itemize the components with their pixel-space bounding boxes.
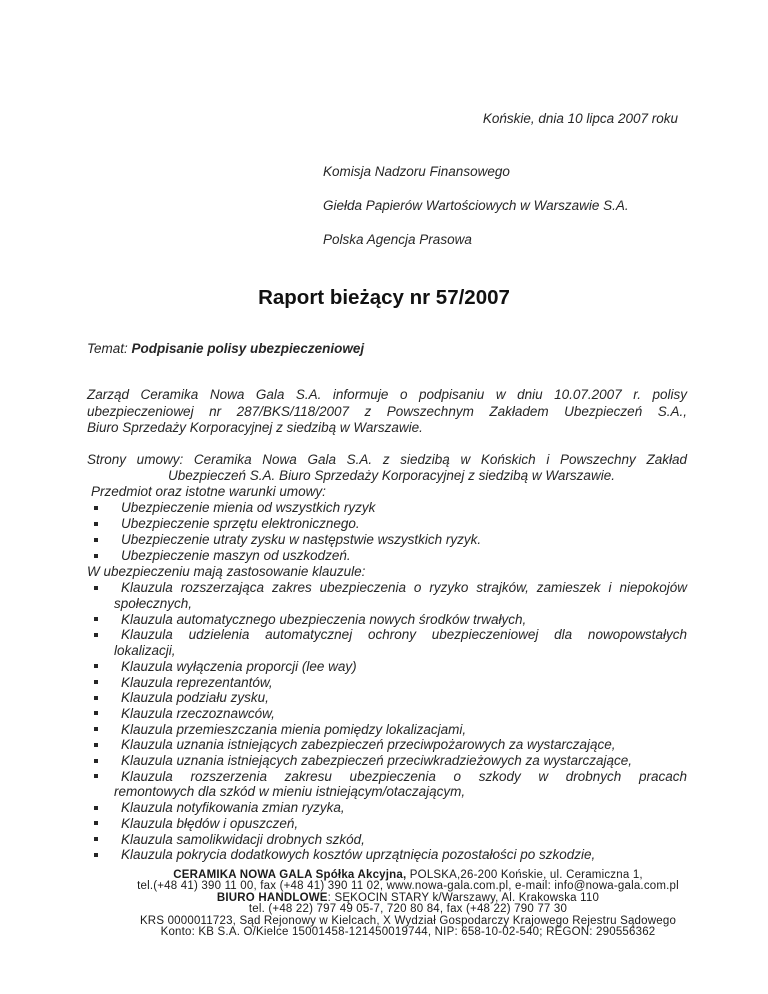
footer-line-registry: KRS 0000011723, Sąd Rejonowy w Kielcach, X Wydział Gospodarczy Krajowego Rejestru Sądowego [139,914,677,927]
list-item [114,847,687,863]
parties-line: Ubezpieczeń S.A. Biuro Sprzedaży Korporacyjnej z siedzibą w Warszawie. [168,468,615,483]
bullet-square-icon [94,727,98,731]
subject-line [87,341,687,358]
clause-item-text: Klauzula uznania istniejących zabezpieczeń przeciwpożarowych za wystarczające, [121,737,616,753]
list-item [114,532,687,548]
clause-item-text: Klauzula samolikwidacji drobnych szkód, [121,831,365,847]
list-item [114,612,687,628]
intro-paragraph [87,387,687,437]
subject-label: Temat: [87,341,132,356]
clause-item-text: Klauzula notyfikowania zmian ryzyka, [121,800,345,816]
clause-item-text: remontowych dla szkód w mieniu istniejącym/otaczającym, [114,784,466,800]
bullet-square-icon [94,837,98,841]
clause-item-text: Klauzula błędów i opuszczeń, [121,815,299,831]
list-item [114,816,687,832]
scope-heading: Przedmiot oraz istotne warunki umowy: [91,484,326,499]
footer-line-office: BIURO HANDLOWE: SĘKOCIN STARY k/Warszawy, Al. Krakowska 110 [216,891,600,904]
bullet-square-icon [94,774,98,778]
list-item [114,737,687,753]
company-footer [48,870,768,938]
clause-item-text: Klauzula automatycznego ubezpieczenia nowych środków trwałych, [121,611,527,627]
clause-item-text: Klauzula rozszerzenia zakresu ubezpieczenia o szkody w drobnych pracach [121,768,687,784]
clause-item-text: Klauzula pokrycia dodatkowych kosztów uprzątnięcia pozostałości po szkodzie, [121,847,596,863]
bullet-square-icon [94,696,98,700]
clause-item-text: Klauzula reprezentantów, [121,674,273,690]
recipient-line: Giełda Papierów Wartościowych w Warszawie S.A. [323,198,629,213]
clause-item-text: Klauzula wyłączenia proporcji (lee way) [121,658,357,674]
recipient-line: Komisja Nadzoru Finansowego [323,164,510,179]
clause-item-text: Klauzula rzeczoznawców, [121,705,275,721]
clause-item-text: Klauzula uznania istniejących zabezpieczeń przeciwkradzieżowych za wystarczające, [121,753,632,769]
bullet-square-icon [94,759,98,763]
footer-line-account: Konto: KB S.A. O/Kielce 15001458-121450019744, NIP: 658-10-02-540; REGON: 290556362 [160,926,656,939]
bullet-square-icon [94,506,98,510]
list-item [114,706,687,722]
list-item [114,675,687,691]
terms-and-clauses-block [87,484,687,863]
footer-line-office-phones: tel. (+48 22) 797 49 05-7, 720 80 84, fax (+48 22) 790 77 30 [248,903,568,916]
clause-item-text: lokalizacji, [114,643,176,659]
parties-line: Strony umowy: Ceramika Nowa Gala S.A. z siedzibą w Końskich i Powszechny Zakład [87,452,687,467]
report-title: Raport bieżący nr 57/2007 [258,286,510,309]
list-item [114,548,687,564]
bullet-square-icon [94,821,98,825]
bullet-square-icon [94,633,98,637]
list-item [114,627,687,658]
clause-list [87,580,687,863]
bullet-square-icon [94,554,98,558]
list-item [114,690,687,706]
footer-line-company: CERAMIKA NOWA GALA Spółka Akcyjna, POLSKA,26-200 Końskie, ul. Ceramiczna 1, [173,869,643,881]
bullet-square-icon [94,538,98,542]
bullet-square-icon [94,711,98,715]
bullet-square-icon [94,853,98,857]
clause-item-text: Klauzula przemieszczania mienia pomiędzy lokalizacjami, [121,721,467,737]
scope-item-text: Ubezpieczenie maszyn od uszkodzeń. [121,548,351,564]
clause-item-text: Klauzula udzielenia automatycznej ochrony ubezpieczeniowej dla nowopowstałych [121,627,687,643]
list-item [114,516,687,532]
list-item [114,753,687,769]
intro-line: Biuro Sprzedaży Korporacyjnej z siedzibą w Warszawie. [87,420,423,435]
list-item [114,832,687,848]
intro-line: Zarząd Ceramika Nowa Gala S.A. informuje o podpisaniu w dniu 10.07.2007 r. polisy [87,387,687,402]
clauses-heading: W ubezpieczeniu mają zastosowanie klauzule: [87,564,366,580]
scope-item-text: Ubezpieczenie sprzętu elektronicznego. [121,516,360,532]
list-item [114,580,687,611]
list-item [114,769,687,800]
bullet-square-icon [94,522,98,526]
bullet-square-icon [94,680,98,684]
list-item [114,500,687,516]
subject-text: Podpisanie polisy ubezpieczeniowej [131,341,365,356]
bullet-square-icon [94,586,98,590]
clause-item-text: Klauzula rozszerzająca zakres ubezpieczenia o ryzyko strajków, zamieszek i niepokojów [121,580,687,596]
bullet-square-icon [94,617,98,621]
bullet-square-icon [94,664,98,668]
scope-list [87,500,687,564]
bullet-square-icon [94,743,98,747]
clause-item-text: społecznych, [114,595,193,611]
recipients-block [323,164,728,266]
recipient-line: Polska Agencja Prasowa [323,232,472,247]
parties-paragraph [87,452,687,484]
list-item [114,800,687,816]
scope-item-text: Ubezpieczenie mienia od wszystkich ryzyk [121,500,376,515]
bullet-square-icon [94,806,98,810]
scope-item-text: Ubezpieczenie utraty zysku w następstwie wszystkich ryzyk. [121,532,482,548]
list-item [114,659,687,675]
intro-line: ubezpieczeniowej nr 287/BKS/118/2007 z Powszechnym Zakładem Ubezpieczeń S.A., [87,403,687,419]
footer-line-contact: tel.(+48 41) 390 11 00, fax (+48 41) 390 11 02, www.nowa-gala.com.pl, e-mail: info@nowa-gala.com.pl [137,880,679,893]
company-name: CERAMIKA NOWA GALA Spółka Akcyjna, [173,869,407,881]
date-line: Końskie, dnia 10 lipca 2007 roku [482,111,678,126]
list-item [114,722,687,738]
office-label: BIURO HANDLOWE [216,891,328,904]
clause-item-text: Klauzula podziału zysku, [121,690,269,706]
